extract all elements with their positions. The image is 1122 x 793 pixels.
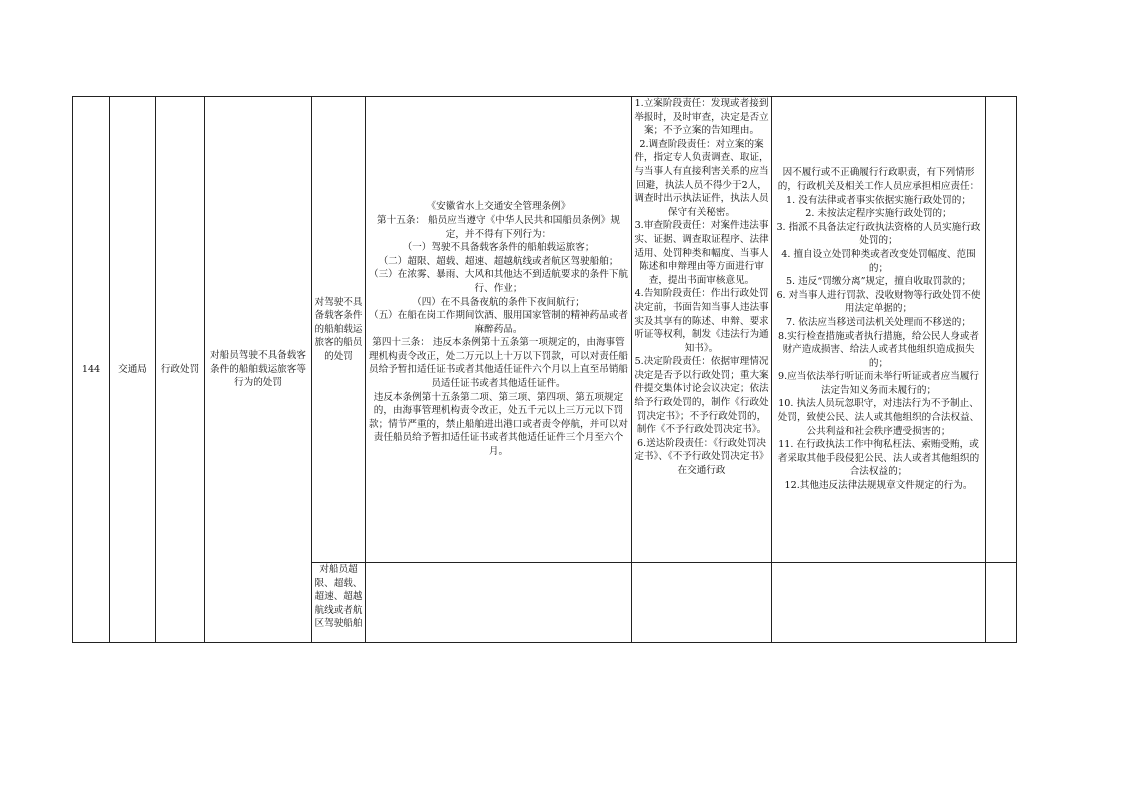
basis-line: 第四十三条： 违反本条例第十五条第一项规定的，由海事管理机构责令改正，处二万元以上十万以下罚款，可以对责任船员给予暂扣适任证书或者其他适任证件六个月以上直至吊销船员适任证书或者其他适任证件。	[368, 337, 629, 390]
power-type-cell: 行政处罚	[156, 97, 205, 643]
remarks-cell	[986, 563, 1017, 643]
remarks-cell	[986, 97, 1017, 563]
responsibility-line: 6.送达阶段责任：《行政处罚决定书》、《不予行政处罚决定书》在交通行政	[634, 437, 769, 477]
basis-line: （二）超限、超载、超速、超越航线或者航区驾驶船舶；	[378, 255, 619, 267]
liability-line: 10. 执法人员玩忽职守，对违法行为不予制止、处罚，致使公民、法人或其他组织的合法权益、公共利益和社会秩序遭受损害的；	[777, 398, 980, 437]
liability-cell	[772, 563, 986, 643]
responsibility-cell	[632, 97, 772, 563]
basis-line: （三）在浓雾、暴雨、大风和其他达不到适航要求的条件下航行、作业；	[368, 269, 629, 294]
power-list-table	[72, 96, 1017, 643]
basis-line: 《安徽省水上交通安全管理条例》	[426, 201, 571, 213]
basis-line: （四）在不具备夜航的条件下夜间航行；	[412, 296, 585, 308]
responsibility-line: 3.审查阶段责任：对案件违法事实、证据、调查取证程序、法律适用、处罚种类和幅度、当事人陈述和申辩理由等方面进行审查，提出书面审核意见。	[634, 220, 769, 286]
liability-line: 12.其他违反法律法规规章文件规定的行为。	[784, 480, 973, 492]
basis-line: （五）在船在岗工作期间饮酒、服用国家管制的精神药品或者麻醉药品。	[368, 310, 629, 335]
basis-line: 违反本条例第十五条第二项、第三项、第四项、第五项规定的，由海事管理机构责令改正，处五千元以上三万元以下罚款；情节严重的，禁止船舶进出港口或者责令停航，并可以对责任船员给予暂扣适任证书或者其他适任证件三个月至六个月。	[368, 391, 629, 458]
responsibility-cell	[632, 563, 772, 643]
basis-line: （一）驾驶不具备载客条件的船舶载运旅客；	[402, 242, 595, 254]
liability-cell	[772, 97, 986, 563]
sub-item-cell: 对驾驶不具备载客条件的船舶载运旅客的船员的处罚	[312, 97, 366, 563]
power-name-cell: 对船员驾驶不具备载客条件的船舶载运旅客等行为的处罚	[205, 97, 312, 643]
liability-line: 4. 擅自设立处罚种类或者改变处罚幅度、范围的；	[781, 248, 976, 274]
responsibility-line: 5.决定阶段责任：依据审理情况决定是否予以行政处罚；重大案件提交集体讨论会议决定；依法给予行政处罚的，制作《行政处罚决定书》；不予行政处罚的，制作《不予行政处罚决定书》。	[634, 356, 769, 436]
liability-line: 8.实行检查措施或者执行措施，给公民人身或者财产造成损害、给法人或者其他组织造成损失的；	[777, 330, 980, 369]
liability-line: 因不履行或不正确履行行政职责，有下列情形的，行政机关及相关工作人员应承担相应责任：	[777, 167, 980, 192]
liability-line: 5. 违反“罚缴分离”规定，擅自收取罚款的；	[785, 276, 972, 288]
liability-line: 3. 指派不具备法定行政执法资格的人员实施行政处罚的；	[776, 221, 981, 247]
item-number: 144	[73, 97, 110, 643]
liability-line: 1. 没有法律或者事实依据实施行政处罚的；	[786, 194, 971, 206]
department-cell: 交通局	[110, 97, 156, 643]
basis-line: 第十五条： 船员应当遵守《中华人民共和国船员条例》规定，并不得有下列行为：	[377, 214, 620, 240]
table-row	[73, 97, 1017, 563]
responsibility-line: 4.告知阶段责任：作出行政处罚决定前，书面告知当事人违法事实及其享有的陈述、申辩、要求听证等权利，制发《违法行为通知书》。	[634, 288, 769, 354]
liability-line: 11. 在行政执法工作中徇私枉法、索贿受贿，或者采取其他手段侵犯公民、法人或者其他组织的合法权益的；	[777, 439, 980, 478]
liability-line: 9.应当依法举行听证而未举行听证或者应当履行法定告知义务而未履行的；	[777, 371, 980, 396]
responsibility-line: 1.立案阶段责任：发现或者接到举报时，及时审查，决定是否立案；不予立案的告知理由。	[634, 98, 769, 137]
legal-basis-cell	[366, 97, 632, 563]
liability-line: 7. 依法应当移送司法机关处理而不移送的；	[786, 316, 971, 328]
responsibility-line: 2.调查阶段责任：对立案的案件，指定专人负责调查、取证，与当事人有直接利害关系的应当回避，执法人员不得少于2人，调查时出示执法证件，执法人员保守有关秘密。	[634, 138, 769, 218]
liability-line: 2. 未按法定程序实施行政处罚的；	[805, 208, 952, 220]
sub-item-cell: 对船员超限、超载、超速、超越航线或者航区驾驶船舶	[312, 563, 366, 643]
liability-line: 6. 对当事人进行罚款、没收财物等行政处罚不使用法定单据的；	[776, 289, 981, 315]
legal-basis-cell	[366, 563, 632, 643]
